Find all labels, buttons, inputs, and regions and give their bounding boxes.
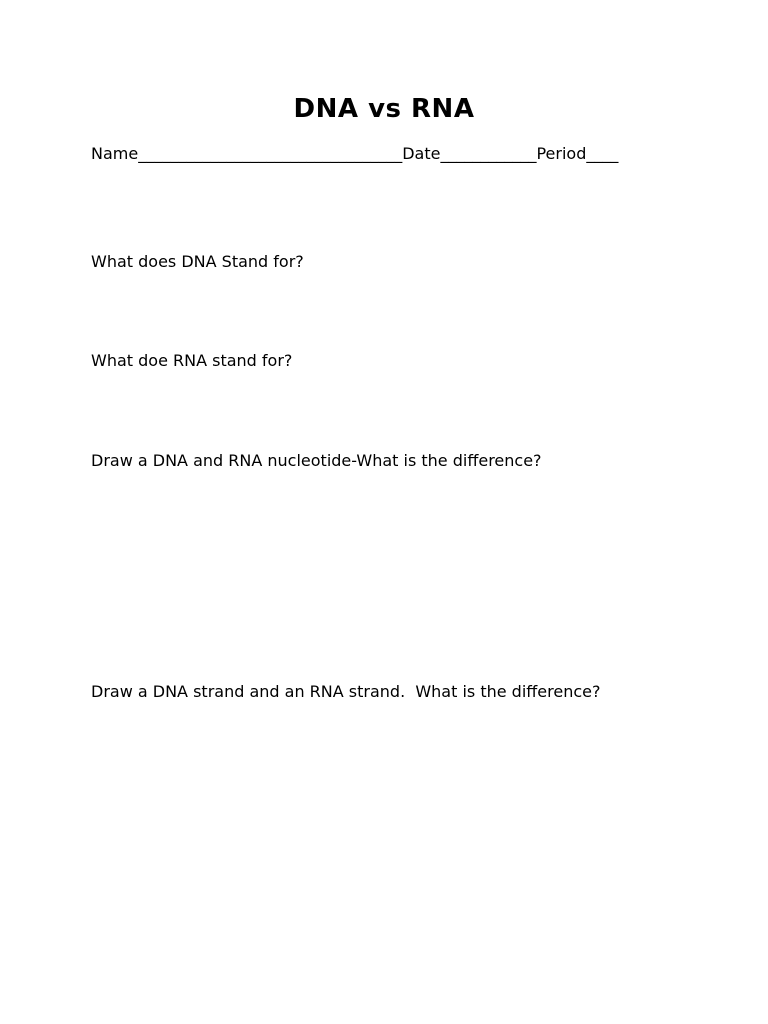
- question-rna-acronym: What doe RNA stand for?: [91, 351, 293, 370]
- page-title: DNA vs RNA: [293, 94, 475, 124]
- period-blank: ____: [586, 144, 619, 163]
- question-nucleotide-drawing: Draw a DNA and RNA nucleotide-What is the difference?: [91, 451, 542, 470]
- date-blank: ____________: [440, 144, 537, 163]
- name-label: Name: [91, 144, 139, 163]
- name-blank: _________________________________: [138, 144, 403, 163]
- question-strand-drawing: Draw a DNA strand and an RNA strand. What is the difference?: [91, 682, 601, 701]
- question-dna-acronym: What does DNA Stand for?: [91, 252, 304, 271]
- student-info-line: [91, 139, 681, 168]
- date-label: Date: [402, 144, 441, 163]
- period-label: Period: [536, 144, 587, 163]
